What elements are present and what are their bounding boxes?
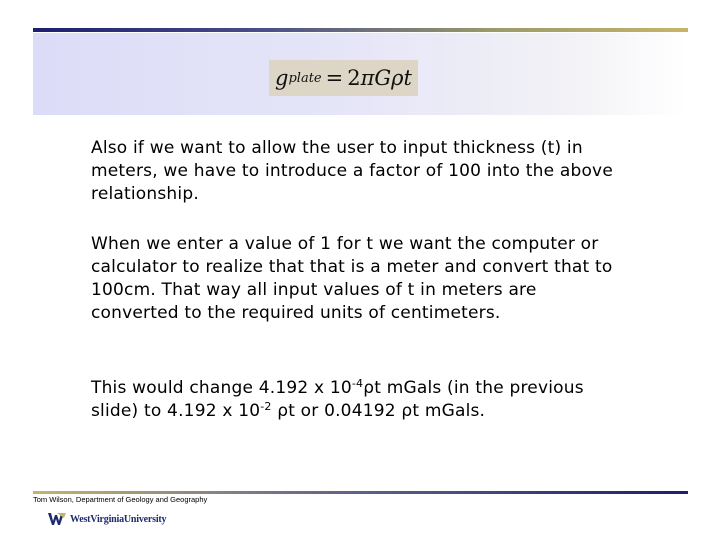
top-divider (33, 28, 688, 32)
result-text-part1: This would change 4.192 x 10 (91, 378, 352, 398)
paragraph-result-change (91, 377, 621, 423)
result-text-part2: ρt mGals (in the previous slide) to 4.192 x 10 (91, 378, 584, 421)
footer-credit: Tom Wilson, Department of Geology and Geography (33, 495, 208, 504)
formula-equals: = (325, 66, 344, 90)
result-exponent-1: -4 (351, 377, 364, 390)
bottom-divider (33, 491, 688, 494)
wvu-logo (48, 510, 166, 528)
wvu-logo-text: WestVirginiaUniversity (70, 513, 167, 525)
paragraph-thickness-input: Also if we want to allow the user to input thickness (t) in meters, we have to introduce a factor of 100 into the above relationship. (91, 138, 613, 204)
result-exponent-2: -2 (260, 400, 272, 413)
formula-rhs-symbols: πGρt (360, 66, 412, 90)
plate-gravity-formula (269, 60, 418, 96)
formula-coefficient: 2 (347, 66, 361, 90)
formula-lhs-symbol: g (275, 66, 289, 90)
formula-lhs-subscript: plate (288, 70, 322, 86)
wvu-logo-mark-icon (48, 512, 66, 526)
result-text-part3: ρt or 0.04192 ρt mGals. (271, 401, 486, 421)
paragraph-unit-conversion: When we enter a value of 1 for t we want the computer or calculator to realize that that is a meter and convert that to 100cm. That way all input values of t in meters are converted to the required units of centimeters. (91, 234, 613, 323)
